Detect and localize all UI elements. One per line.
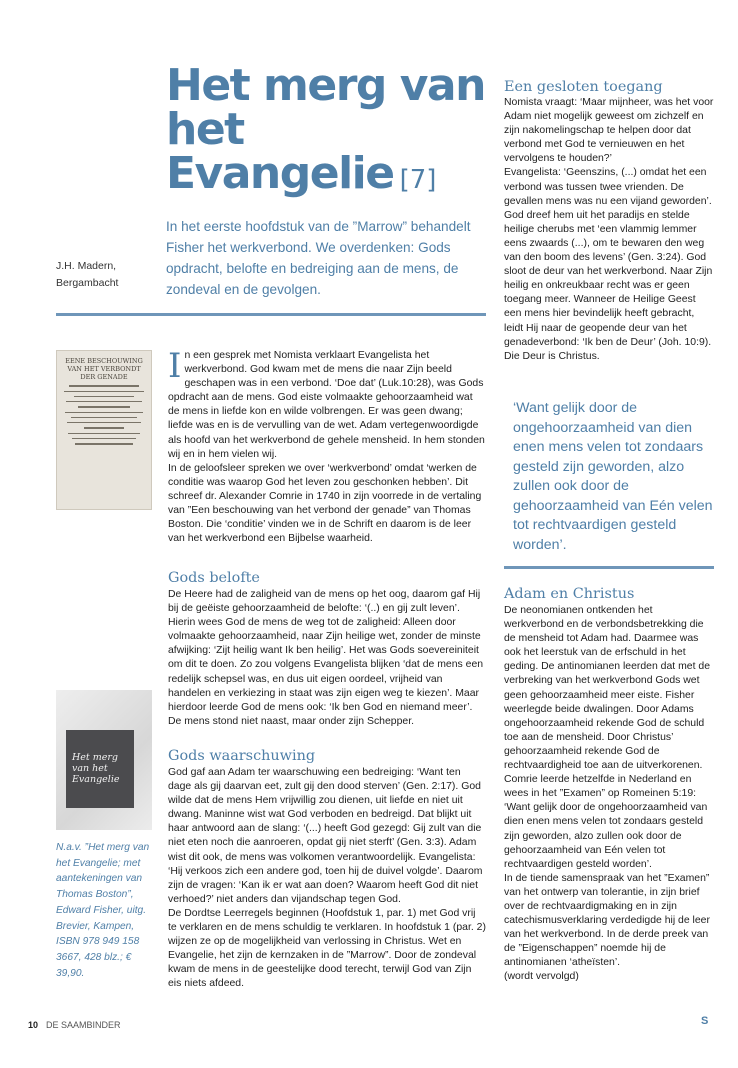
author-place: Bergambacht xyxy=(56,277,119,289)
end-mark-icon: S xyxy=(701,1015,709,1027)
heading-adam-en-christus: Adam en Christus xyxy=(504,586,635,602)
page-footer xyxy=(28,1020,121,1031)
divider-left xyxy=(56,313,486,316)
right-paragraph-3: De neonomianen ontkenden het werkverbond en de verbondsbetrekking die de mensheid tot Adam had. Daarmee was ook het leerstuk van de erfschuld in het geding. De antinomianen leerden dat met de verbreking van het werkverbond Gods wet geen gehoorzaamheid meer eiste. Fisher weerlegde beide dwalingen. Door Adams ongehoorzaamheid rekende God de schuld toe aan de mensheid. Door Christus’ gehoorzaamheid rekende God de rechtvaardigheid toe aan de uitverkorenen. xyxy=(504,605,710,772)
pull-quote: ‘Want gelijk door de ongehoorzaamheid van dien enen mens velen tot zondaars gesteld zijn geworden, alzo zullen ook door de gehoorzaamheid van Eén velen tot rechtvaardigen gesteld worden’. xyxy=(513,400,713,553)
heading-gods-belofte: Gods belofte xyxy=(168,570,260,586)
paragraph-1-text: n een gesprek met Nomista verklaart Evangelista het werkverbond. God kwam met de mens die naar Zijn beeld geschapen was in een verbond. ‘Doe dat’ (Luk.10:28), was Gods opdracht aan de mens. God eiste volmaakte gehoorzaamheid wat de mens in liefde kon en wilde volbrengen. Er was geen dwang; liefde was en is de vervulling van de wet. Adam vertegenwoordigde als hoofd van het werkverbond de gehele mensheid. In hem stonden wij en in hem vielen wij. xyxy=(168,350,485,460)
book-cover-image xyxy=(56,690,152,830)
dropcap: I xyxy=(168,346,182,386)
heading-gods-waarschuwing: Gods waarschuwing xyxy=(168,748,316,764)
intro-paragraph: In het eerste hoofdstuk van de ”Marrow” behandelt Fisher het werkverbond. We overdenken: Gods opdracht, belofte en bedreiging aan de mens, de zondeval en de gevolgen. xyxy=(166,219,471,297)
page-number: 10 xyxy=(28,1020,39,1030)
author-credit xyxy=(56,258,118,292)
paragraph-3: De Heere had de zaligheid van de mens op het oog, daarom gaf Hij bij de geëiste gehoorzaamheid de belofte: ‘(..) en gij zult leven’. Hierin wees God de mens de weg tot de zaligheid: Alleen door volmaakte gehoorzaamheid, naar Zijn heilige wet, zonder de minste afwijking: ‘Zijt heilig want Ik ben heilig’. Het was Gods soevereiniteit om dit te doen. Zo zou volgens Evangelista blijken ‘dat de mens een redelijk schepsel was, en dus uit eigen oordeel, vrijheid van handelen en verkiezing in staat was zijn eigen weg te kiezen’. Maar hierdoor leerde God de mens ook: ‘Ik ben God en niemand meer’. De mens stond niet naast, maar onder zijn Schepper. xyxy=(168,589,484,727)
old-book-title-page-image xyxy=(56,350,152,510)
middle-column-section-2 xyxy=(168,588,486,729)
title-line-2 xyxy=(166,104,496,202)
book-cover-title: Het merg van het Evangelie xyxy=(66,730,134,808)
paragraph-2: In de geloofsleer spreken we over ‘werkverbond’ omdat ‘werken de conditie was waarop God het leven zou geschonken hebben’. Dit schreef dr. Alexander Comrie in 1740 in zijn voorrede in de vertaling van ”Een beschouwing van het verbond der genade” van Thomas Boston. Die ‘conditie’ vinden we in de Schrift en daarom is de leer van het werkverbond een Bijbelse waarheid. xyxy=(168,462,482,545)
right-paragraph-2: Evangelista: ‘Geenszins, (...) omdat het een verbond was tussen twee vrienden. De gevallen mens was nu een vijand geworden’. God dreef hem uit het paradijs en stelde heilige cherubs met ‘een vlammig lemmer eens zwaards (...), om te bewaren den weg van den boom des levens’ (Gen. 3:24). God sloot de deur van het werkverbond. Naar Zijn heilig en onkreukbaar recht was er geen toegang meer. Wanneer de Heilige Geest een mens hier bevindelijk heeft gebracht, leidt Hij naar de geopende deur van het genadeverbond: ‘Ik ben de Deur’ (Joh. 10:9). Die Deur is Christus. xyxy=(504,167,713,362)
book-caption: N.a.v. ”Het merg van het Evangelie; met aantekeningen van Thomas Boston”, Edward Fisher, uitg. Brevier, Kampen, ISBN 978 949 158 3667, 428 blz.; € 39,90. xyxy=(56,842,150,979)
title-number: [7] xyxy=(399,165,437,195)
title-line-2-text: het Evangelie xyxy=(166,104,394,199)
right-paragraph-1: Nomista vraagt: ‘Maar mijnheer, was het voor Adam niet mogelijk geweest om zichzelf en zijn nakomelingschap te helpen door dat verbond met God te vernieuwen en het vervolgens te houden?’ xyxy=(504,97,714,165)
middle-column-section-1 xyxy=(168,346,486,546)
paragraph-4: God gaf aan Adam ter waarschuwing een bedreiging: ‘Want ten dage als gij daarvan eet, zult gij den dood sterven’ (Gen. 2:17). God wilde dat de mens Hem vrijwillig zou dienen, uit liefde en niet uit dwang. Maninne wist wat God verboden en bedreigd. Dat blijkt uit haar antwoord aan de slang: ‘(...) heeft God gezegd: Gij zult van die niet eten noch die aanroeren, opdat gij niet sterft’ (Gen. 3:3). Adam wist dit ook, de mens was volkomen verantwoordelijk. Evangelista: ‘Hij verkoos zich een andere god, toen hij de duivel volgde’. Daarom zijn de vragen: ‘Kan ik er wat aan doen? Waarom heeft God dit niet verhoed?’ niet anders dan vijandschap tegen God. xyxy=(168,767,483,905)
article-title xyxy=(166,60,496,202)
heading-een-gesloten-toegang: Een gesloten toegang xyxy=(504,79,663,95)
old-book-title-text: EENE BESCHOUWING VAN HET VERBONDT DER GENADE xyxy=(65,357,143,381)
right-column-section-2 xyxy=(504,604,714,985)
paragraph-5: De Dordtse Leerregels beginnen (Hoofdstuk 1, par. 1) met God vrij te verklaren en de mens schuldig te verklaren. In hoofdstuk 1 (par. 2) wijzen ze op de mogelijkheid van verlossing in Christus. Wet en Evangelie, het zijn de kernzaken in de ”Marrow”. Door de zondeval kwam de mens in de geestelijke dood terecht, terwijl God van Zijn eis niets afdeed. xyxy=(168,907,486,990)
author-name: J.H. Madern, xyxy=(56,260,117,272)
continued-note: (wordt vervolgd) xyxy=(504,971,579,983)
paragraph-1 xyxy=(168,346,486,462)
divider-right xyxy=(504,566,714,569)
right-paragraph-5: In de tiende samenspraak van het ”Examen” van het ontwerp van tolerantie, in zijn brief over de rechtvaardigmaking en in zijn catechismusverklaring verdedigde hij de leer van het werkverbond. In de derde preek van de ”Eigenschappen” noemde hij de antinomianen ‘atheïsten’. xyxy=(504,872,710,969)
title-line-1: Het merg van xyxy=(166,60,485,111)
right-paragraph-4: Comrie leerde hetzelfde in Nederland en wees in het ”Examen” op Romeinen 5:19: ‘Want gelijk door de ongehoorzaamheid van dien enen mens velen tot zondaars gesteld zijn geworden, alzo zullen ook door de gehoorzaamheid van Eén velen tot rechtvaardigen gesteld worden’. xyxy=(504,774,708,870)
magazine-name: DE SAAMBINDER xyxy=(46,1020,121,1030)
right-column-section-1 xyxy=(504,96,714,364)
middle-column-section-3 xyxy=(168,766,486,992)
